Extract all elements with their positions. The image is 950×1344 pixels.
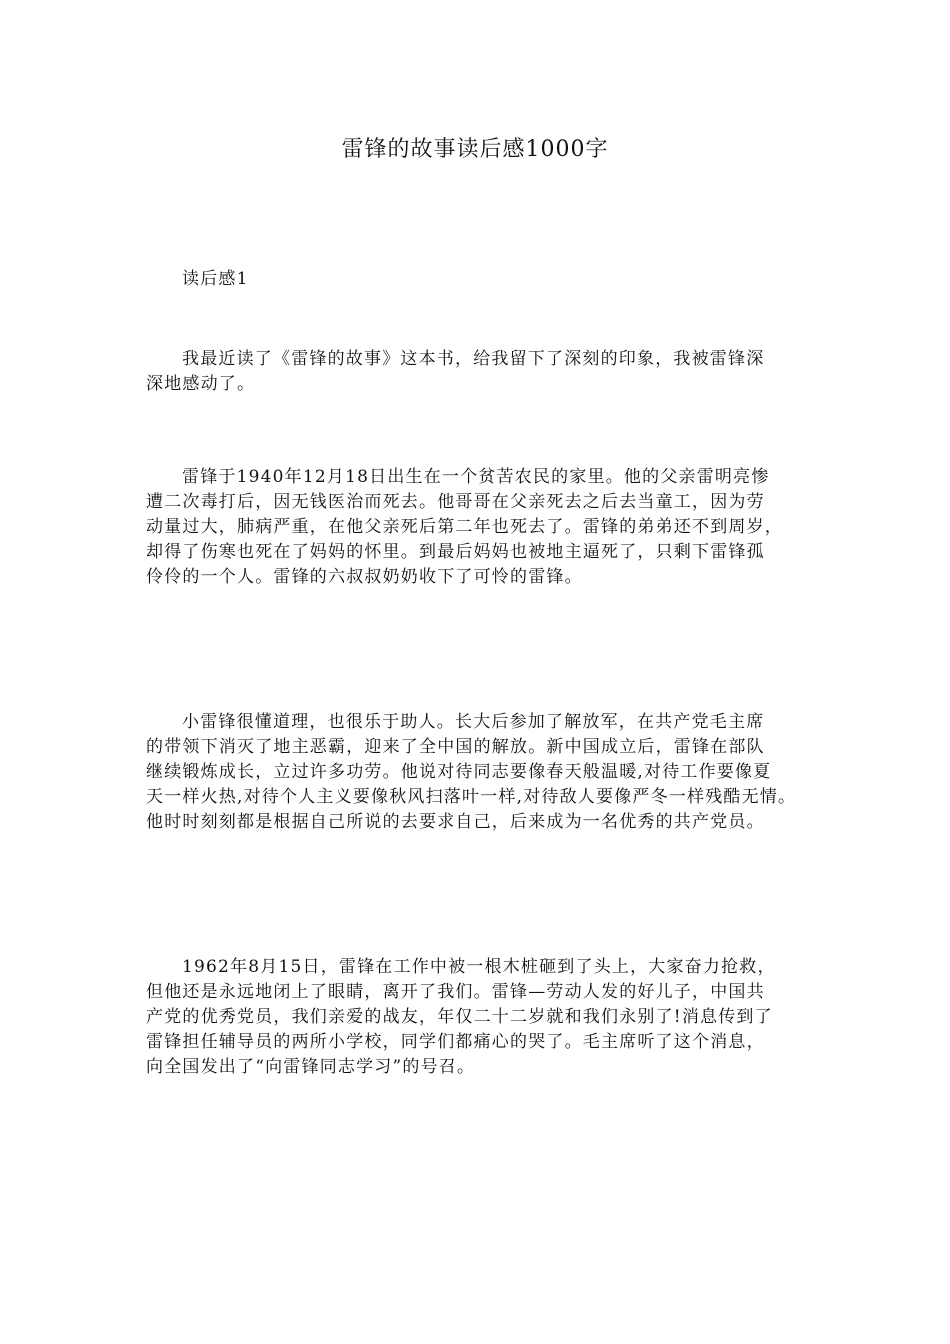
paragraph-line: 雷锋于1940年12月18日出生在一个贫苦农民的家里。他的父亲雷明亮惨 [182,467,770,487]
paragraph-line: 雷锋担任辅导员的两所小学校，同学们都痛心的哭了。毛主席听了这个消息， [146,1032,765,1052]
paragraph-line: 天一样火热,对待个人主义要像秋风扫落叶一样,对待敌人要像严冬一样残酷无情。 [146,787,797,807]
paragraph-line: 却得了伤寒也死在了妈妈的怀里。到最后妈妈也被地主逼死了，只剩下雷锋孤 [146,542,765,562]
paragraph-line: 继续锻炼成长，立过许多功劳。他说对待同志要像春天般温暖,对待工作要像夏 [146,762,772,782]
paragraph-line: 他时时刻刻都是根据自己所说的去要求自己，后来成为一名优秀的共产党员。 [146,812,765,832]
paragraph-line: 但他还是永远地闭上了眼睛，离开了我们。雷锋—劳动人发的好儿子，中国共 [146,982,765,1002]
section-heading-text: 读后感1 [182,269,249,289]
paragraph-line: 遭二次毒打后，因无钱医治而死去。他哥哥在父亲死去之后去当童工，因为劳 [146,492,765,512]
paragraph-3 [146,707,826,832]
paragraph-4 [146,952,826,1077]
paragraph-line: 伶伶的一个人。雷锋的六叔叔奶奶收下了可怜的雷锋。 [146,567,583,587]
section-heading [146,264,826,289]
paragraph-line: 产党的优秀党员，我们亲爱的战友，年仅二十二岁就和我们永别了!消息传到了 [146,1007,773,1027]
document-title: 雷锋的故事读后感1000字 [341,137,609,162]
paragraph-line: 我最近读了《雷锋的故事》这本书，给我留下了深刻的印象，我被雷锋深 [182,349,765,369]
paragraph-line: 的带领下消灭了地主恶霸，迎来了全中国的解放。新中国成立后，雷锋在部队 [146,737,765,757]
paragraph-2 [146,462,826,587]
paragraph-line: 1962年8月15日，雷锋在工作中被一根木桩砸到了头上，大家奋力抢救， [182,957,776,977]
paragraph-line: 动量过大，肺病严重，在他父亲死后第二年也死去了。雷锋的弟弟还不到周岁， [146,517,783,537]
paragraph-line: 深地感动了。 [146,374,256,394]
paragraph-1 [146,344,826,394]
paragraph-line: 小雷锋很懂道理，也很乐于助人。长大后参加了解放军，在共产党毛主席 [182,712,765,732]
paragraph-line: 向全国发出了“向雷锋同志学习”的号召。 [146,1057,476,1077]
